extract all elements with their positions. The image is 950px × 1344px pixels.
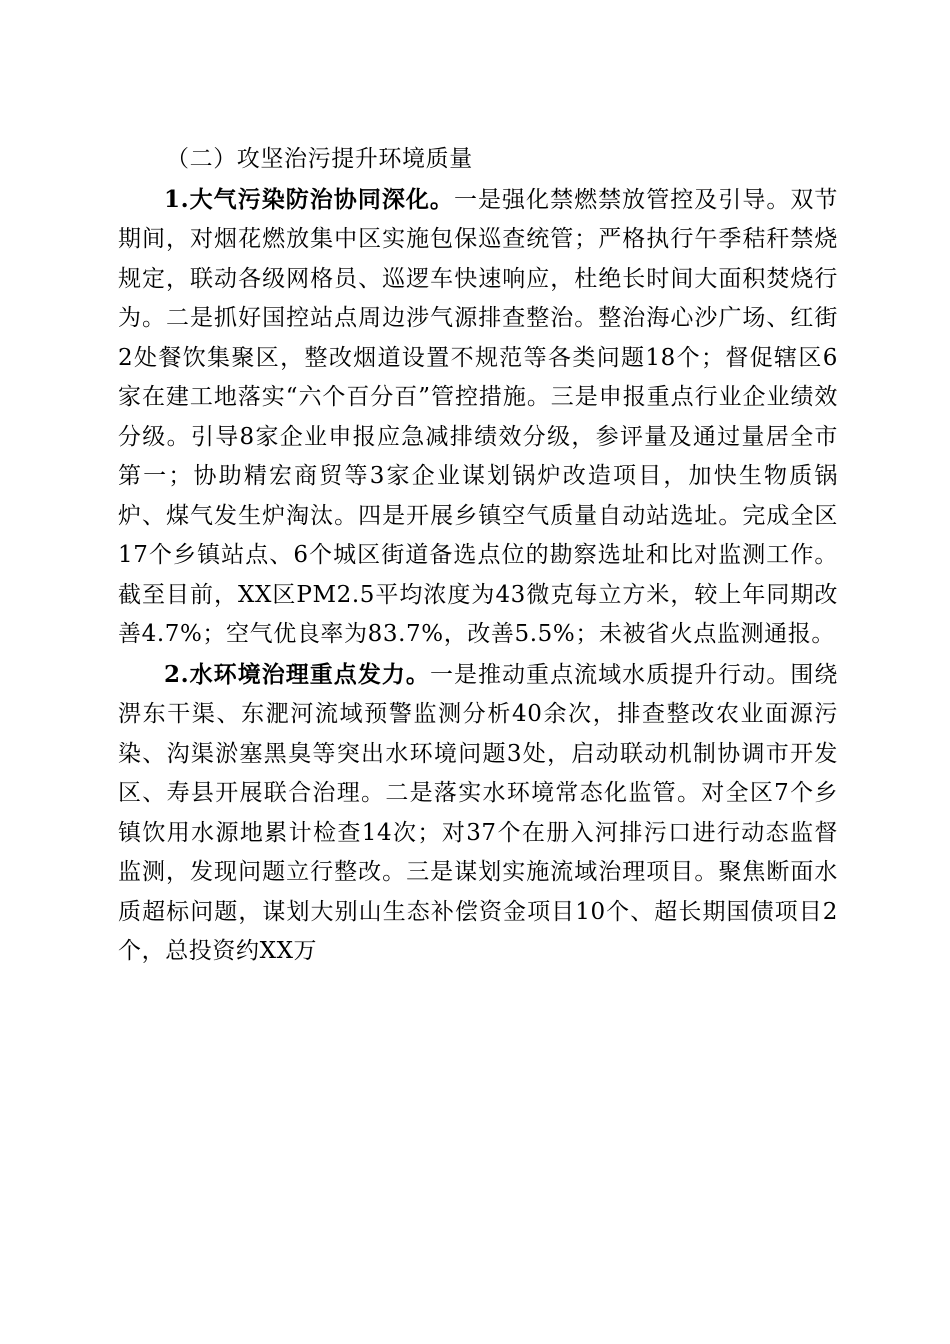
section-heading: （二）攻坚治污提升环境质量	[166, 146, 473, 172]
paragraph-air-pollution	[118, 180, 838, 655]
paragraph-lead: 2.水环境治理重点发力。	[164, 660, 430, 688]
paragraph-water-environment	[118, 655, 838, 972]
paragraph-body: 一是强化禁燃禁放管控及引导。双节期间，对烟花燃放集中区实施包保巡查统管；严格执行午季秸秆禁烧规定，联动各级网格员、巡逻车快速响应，杜绝长时间大面积焚烧行为。二是抓好国控站点周边涉气源排查整治。整治海心沙广场、红街2处餐饮集聚区，整改烟道设置不规范等各类问题18个；督促辖区6家在建工地落实“六个百分百”管控措施。三是申报重点行业企业绩效分级。引导8家企业申报应急减排绩效分级，参评量及通过量居全市第一；协助精宏商贸等3家企业谋划锅炉改造项目，加快生物质锅炉、煤气发生炉淘汰。四是开展乡镇空气质量自动站选址。完成全区17个乡镇站点、6个城区街道备选点位的勘察选址和比对监测工作。截至目前，XX区PM2.5平均浓度为43微克每立方米，较上年同期改善4.7%；空气优良率为83.7%，改善5.5%；未被省火点监测通报。	[118, 186, 839, 647]
document-body	[118, 140, 838, 972]
paragraph-lead: 1.大气污染防治协同深化。	[164, 185, 454, 213]
paragraph-body: 一是推动重点流域水质提升行动。围绕淠东干渠、东淝河流域预警监测分析40余次，排查整改农业面源污染、沟渠淤塞黑臭等突出水环境问题3处，启动联动机制协调市开发区、寿县开展联合治理。二是落实水环境常态化监管。对全区7个乡镇饮用水源地累计检查14次；对37个在册入河排污口进行动态监督监测，发现问题立行整改。三是谋划实施流域治理项目。聚焦断面水质超标问题，谋划大别山生态补偿资金项目10个、超长期国债项目2个，总投资约XX万	[118, 661, 838, 964]
